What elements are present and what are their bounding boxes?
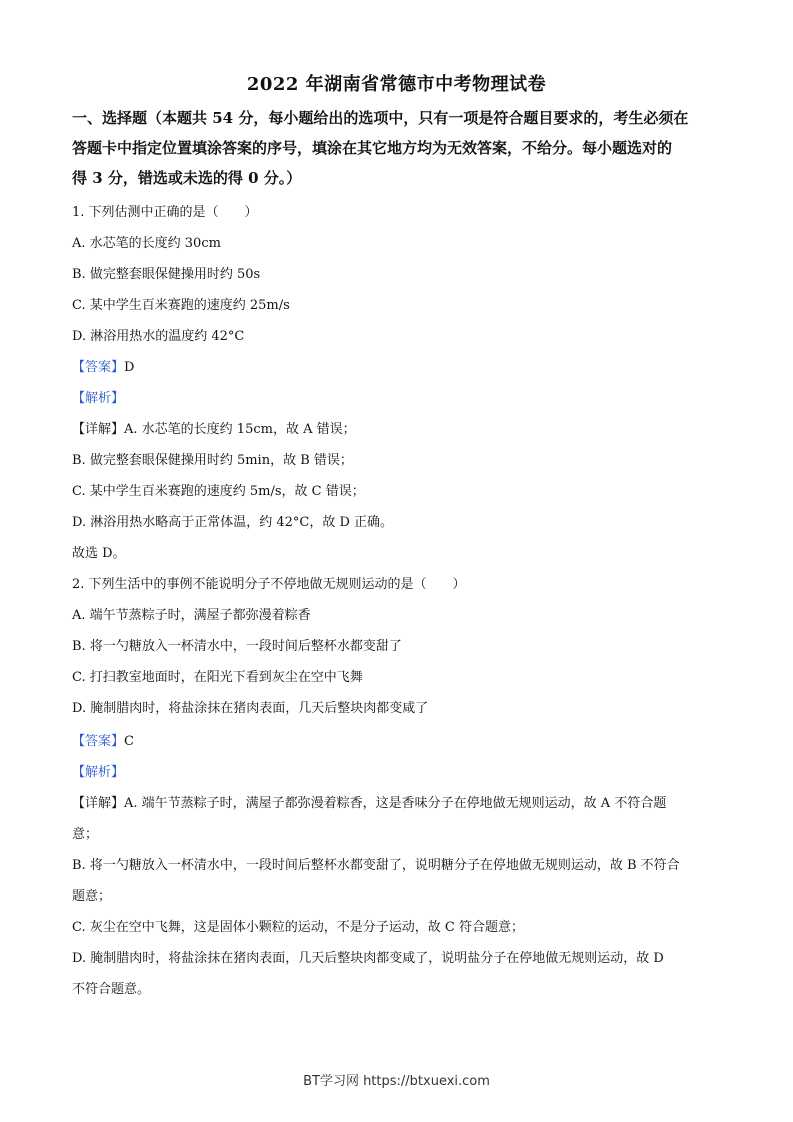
q1-option-c: C. 某中学生百米赛跑的速度约 25m/s [72,298,290,313]
q1-answer-value: D [124,360,135,375]
q2-detail-line-7: 不符合题意。 [72,982,151,997]
q2-answer-value: C [124,734,134,749]
q2-detail-text: A. 端午节蒸粽子时，满屋子都弥漫着粽香，这是香味分子在停地做无规则运动，故 A 不符合题 [124,796,667,811]
q2-option-d: D. 腌制腊肉时，将盐涂抹在猪肉表面，几天后整块肉都变咸了 [72,701,429,716]
q2-option-a: A. 端午节蒸粽子时，满屋子都弥漫着粽香 [72,608,311,623]
analysis-tag: 【解析】 [72,765,125,780]
footer-watermark-link[interactable]: BT学习网 https://btxuexi.com [303,1074,490,1089]
section-header-line-2: 答题卡中指定位置填涂答案的序号，填涂在其它地方均为无效答案，不给分。每小题选对的 [72,139,673,157]
q2-analysis [72,763,732,783]
q2-detail-line-5: C. 灰尘在空中飞舞，这是固体小颗粒的运动，不是分子运动，故 C 符合题意； [72,920,524,935]
q1-conclusion: 故选 D。 [72,546,126,561]
detail-tag: 【详解】 [72,796,125,811]
q2-detail-line-2: 意； [72,827,99,842]
q1-option-d: D. 淋浴用热水的温度约 42°C [72,329,245,344]
q2-answer [72,732,732,752]
q1-option-a: A. 水芯笔的长度约 30cm [72,236,221,251]
q1-answer [72,358,732,378]
q1-detail-line-4: D. 淋浴用热水略高于正常体温，约 42°C，故 D 正确。 [72,515,394,530]
q2-detail-line-6: D. 腌制腊肉时，将盐涂抹在猪肉表面，几天后整块肉都变咸了，说明盐分子在停地做无规则运动，故 D [72,951,664,966]
analysis-tag: 【解析】 [72,391,125,406]
q2-detail-line-3: B. 将一勺糖放入一杯清水中，一段时间后整杯水都变甜了，说明糖分子在停地做无规则运动，故 B 不符合 [72,858,680,873]
q1-detail-text: A. 水芯笔的长度约 15cm，故 A 错误； [124,422,356,437]
detail-tag: 【详解】 [72,422,125,437]
q1-detail-line-1 [72,420,732,440]
section-header-line-3: 得 3 分，错选或未选的得 0 分。） [72,169,302,187]
q1-analysis [72,389,732,409]
q2-detail-line-1 [72,794,732,814]
answer-tag: 【答案】 [72,734,125,749]
page-title: 2022 年湖南省常德市中考物理试卷 [246,74,547,95]
section-header-line-1: 一、选择题（本题共 54 分，每小题给出的选项中，只有一项是符合题目要求的，考生必须在 [72,109,689,127]
q2-option-b: B. 将一勺糖放入一杯清水中，一段时间后整杯水都变甜了 [72,639,402,654]
q2-option-c: C. 打扫教室地面时，在阳光下看到灰尘在空中飞舞 [72,670,363,685]
q1-detail-line-3: C. 某中学生百米赛跑的速度约 5m/s，故 C 错误； [72,484,365,499]
q1-detail-line-2: B. 做完整套眼保健操用时约 5min，故 B 错误； [72,453,353,468]
q1-option-b: B. 做完整套眼保健操用时约 50s [72,267,261,282]
q1-stem: 1. 下列估测中正确的是（ ） [72,205,258,220]
q2-detail-line-4: 题意； [72,889,112,904]
q2-stem: 2. 下列生活中的事例不能说明分子不停地做无规则运动的是（ ） [72,577,466,592]
answer-tag: 【答案】 [72,360,125,375]
